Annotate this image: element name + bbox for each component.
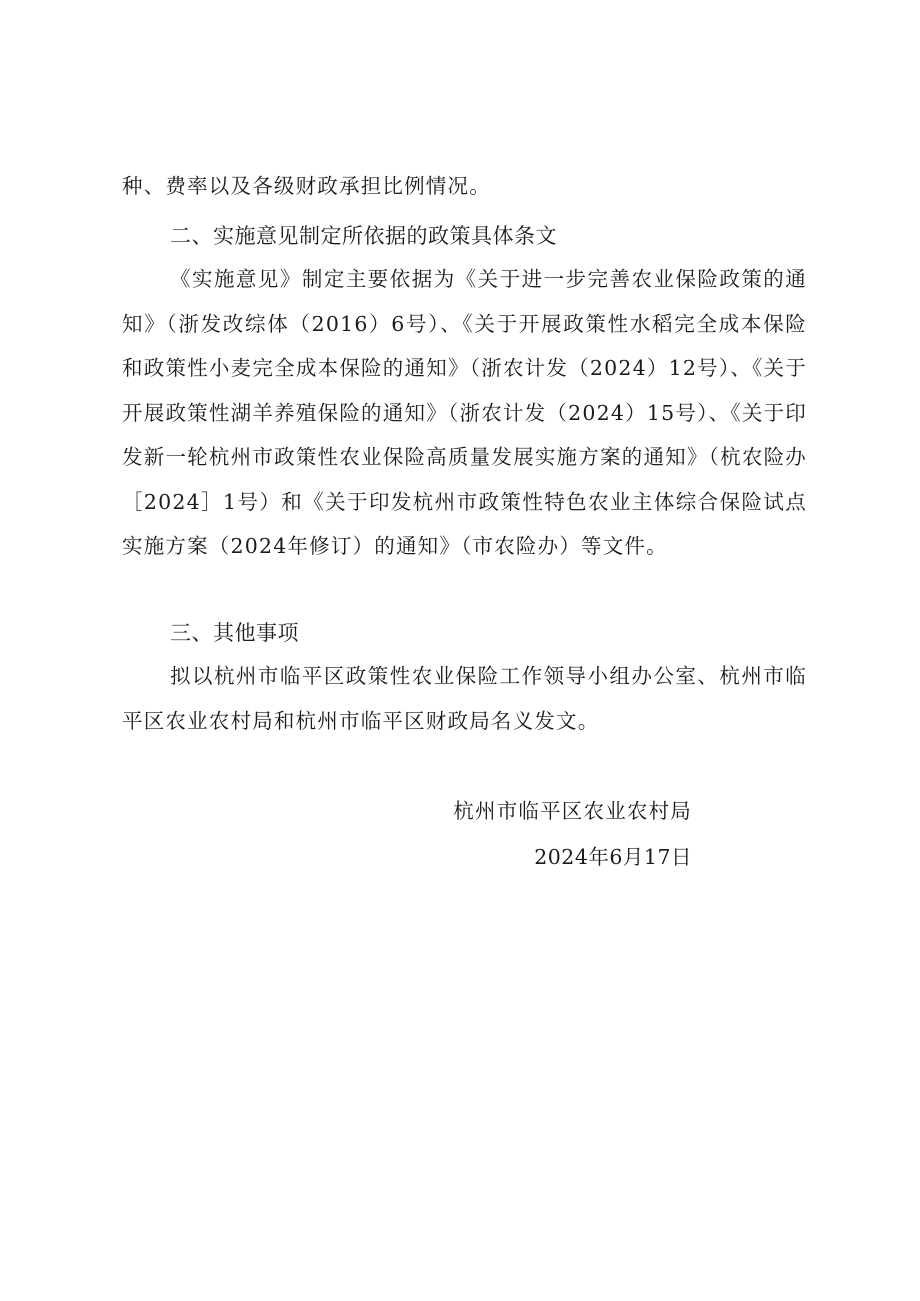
signature-date: 2024年6月17日	[534, 845, 692, 869]
section-3-body: 拟以杭州市临平区政策性农业保险工作领导小组办公室、杭州市临平区农业农村局和杭州市临平区财政局名义发文。	[122, 664, 807, 733]
paragraph-continued: 种、费率以及各级财政承担比例情况。	[122, 174, 491, 198]
signature-organization: 杭州市临平区农业农村局	[453, 799, 692, 823]
section-3-heading: 三、其他事项	[170, 621, 299, 645]
section-2-heading: 二、实施意见制定所依据的政策具体条文	[170, 224, 557, 248]
section-2-body: 《实施意见》制定主要依据为《关于进一步完善农业保险政策的通知》（浙发改综体（2016）6号）、《关于开展政策性水稻完全成本保险和政策性小麦完全成本保险的通知》（浙农计发（2024）12号）、《关于开展政策性湖羊养殖保险的通知》（浙农计发（2024）15号）、《关于印发新一轮杭州市政策性农业保险高质量发展实施方案的通知》（杭农险办［2024］1号）和《关于印发杭州市政策性特色农业主体综合保险试点实施方案（2024年修订）的通知》（市农险办）等文件。	[122, 267, 807, 558]
